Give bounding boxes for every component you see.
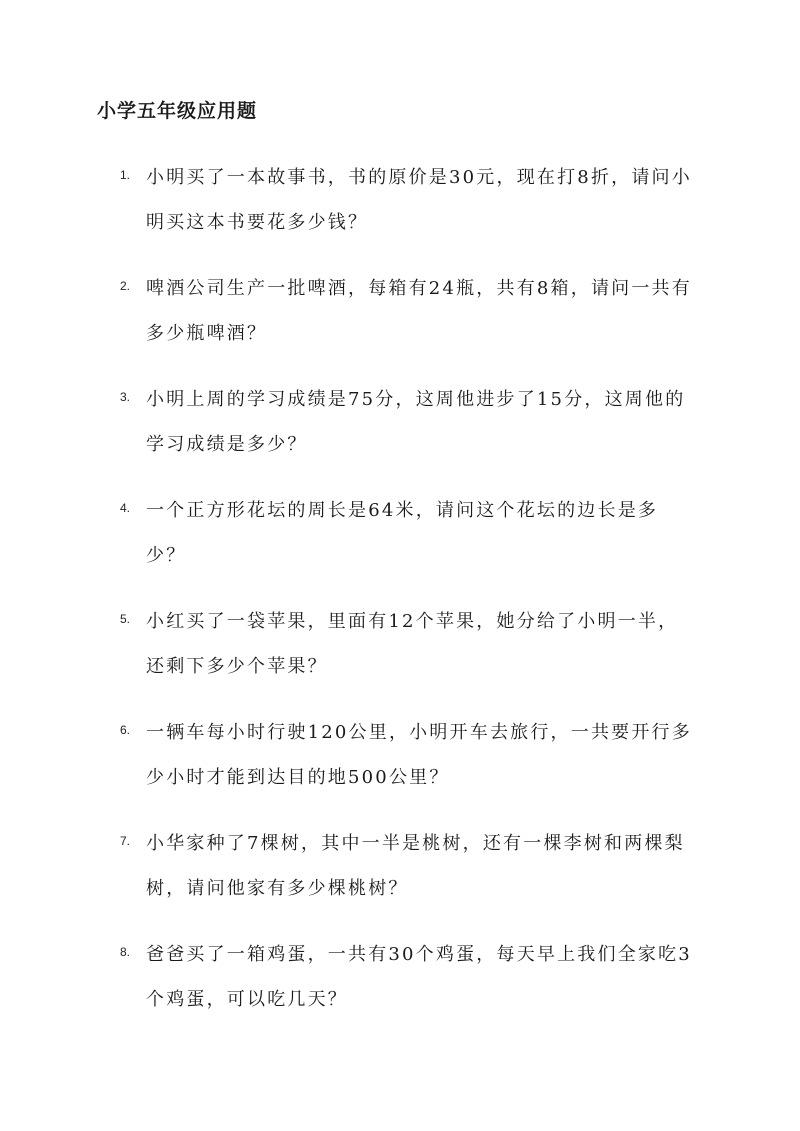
question-item — [0, 932, 800, 1043]
question-item — [0, 599, 800, 710]
question-number: 1. — [120, 168, 131, 182]
question-text: 啤酒公司生产一批啤酒，每箱有24瓶，共有8箱，请问一共有多少瓶啤酒？ — [146, 278, 692, 344]
question-text: 小华家种了7棵树，其中一半是桃树，还有一棵李树和两棵梨树，请问他家有多少棵桃树？ — [146, 833, 685, 899]
question-item — [0, 266, 800, 377]
question-number: 3. — [120, 390, 131, 404]
question-number: 2. — [120, 279, 131, 293]
question-item — [0, 377, 800, 488]
question-text: 小红买了一袋苹果，里面有12个苹果，她分给了小明一半，还剩下多少个苹果？ — [146, 611, 679, 677]
question-number: 5. — [120, 612, 131, 626]
question-text: 小明上周的学习成绩是75分，这周他进步了15分，这周他的学习成绩是多少？ — [146, 389, 686, 455]
question-number: 6. — [120, 723, 131, 737]
question-text: 一个正方形花坛的周长是64米，请问这个花坛的边长是多少？ — [146, 500, 659, 566]
question-number: 8. — [120, 945, 131, 959]
question-item — [0, 155, 800, 266]
question-list — [0, 155, 800, 1043]
question-number: 4. — [120, 501, 131, 515]
question-text: 小明买了一本故事书，书的原价是30元，现在打8折，请问小明买这本书要花多少钱？ — [146, 167, 692, 233]
question-number: 7. — [120, 834, 131, 848]
question-item — [0, 710, 800, 821]
question-item — [0, 488, 800, 599]
question-text: 爸爸买了一箱鸡蛋，一共有30个鸡蛋，每天早上我们全家吃3个鸡蛋，可以吃几天？ — [146, 944, 692, 1010]
question-item — [0, 821, 800, 932]
question-text: 一辆车每小时行驶120公里，小明开车去旅行，一共要开行多少小时才能到达目的地500公里？ — [146, 722, 692, 788]
page-title: 小学五年级应用题 — [97, 100, 258, 122]
